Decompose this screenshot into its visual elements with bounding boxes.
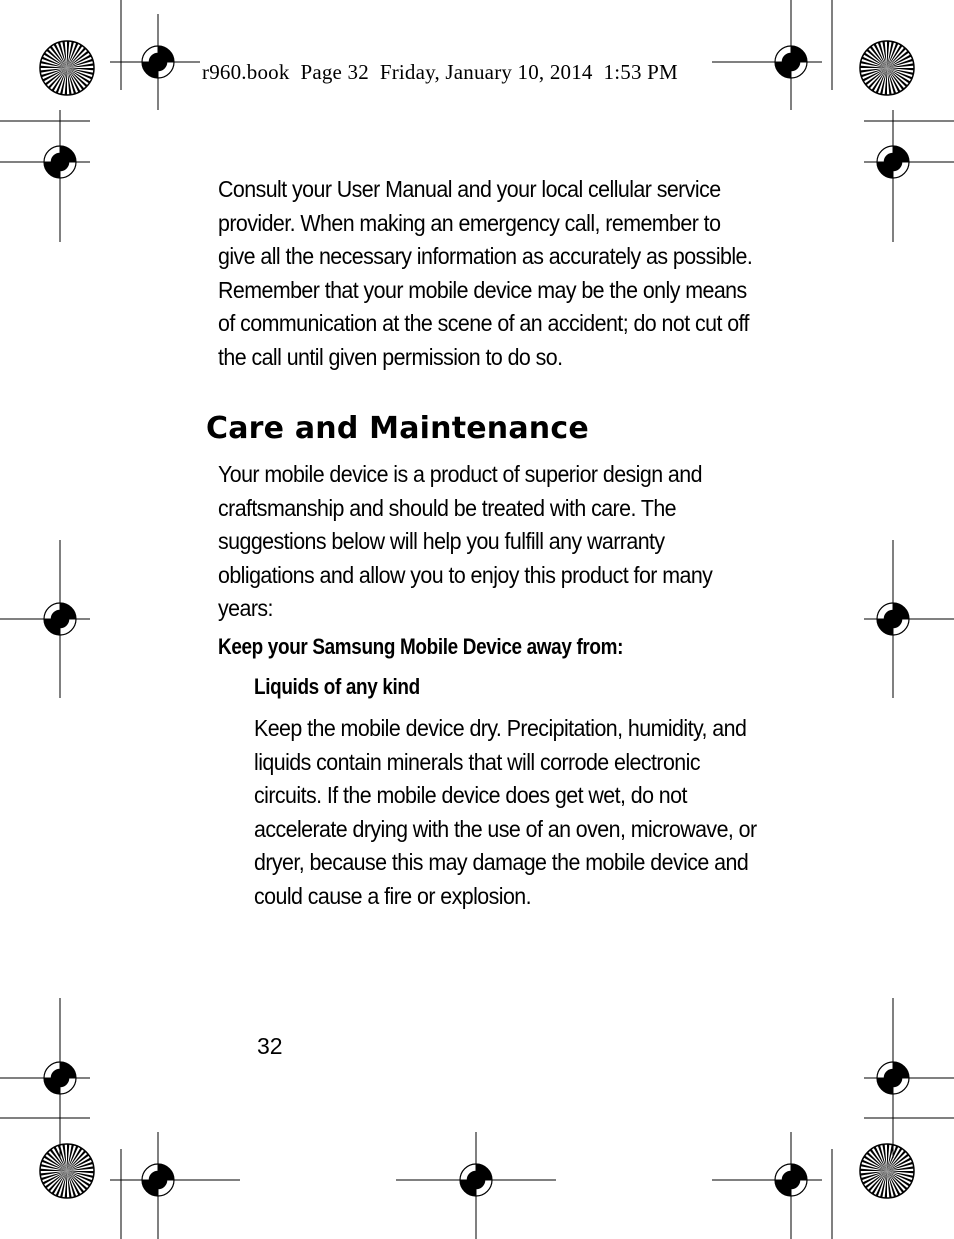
- item-title: Liquids of any kind: [254, 674, 420, 699]
- registration-mark-icon: [44, 603, 76, 635]
- section-heading: Care and Maintenance: [206, 411, 589, 446]
- registration-mark-icon: [44, 1062, 76, 1094]
- print-slug: r960.book Page 32 Friday, January 10, 2014 1:53 PM: [202, 60, 678, 84]
- starburst-mark-icon: [860, 41, 914, 95]
- page-number: 32: [257, 1033, 283, 1059]
- item-body-paragraph: Keep the mobile device dry. Precipitation, humidity, and liquids contain minerals that will corrode electronic circuits. If the mobile device does get wet, do not accelerate drying with the use of an oven, microwave, or dryer, because this may damage the mobile device and could cause a fire or explosion.: [254, 715, 757, 909]
- registration-mark-icon: [877, 146, 909, 178]
- intro-paragraph: Consult your User Manual and your local cellular service provider. When making an emergency call, remember to give all the necessary information as accurately as possible. Remember that your mobile device may be the only means of communication at the scene of an accident; do not cut off the call until given permission to do so.: [218, 176, 753, 370]
- starburst-mark-icon: [40, 1144, 94, 1198]
- starburst-mark-icon: [40, 41, 94, 95]
- registration-mark-icon: [44, 146, 76, 178]
- registration-mark-icon: [142, 46, 174, 78]
- section-intro-paragraph: Your mobile device is a product of superior design and craftsmanship and should be treated with care. The suggestions below will help you fulfill any warranty obligations and allow you to enjoy this product for many years:: [218, 461, 713, 622]
- starburst-mark-icon: [860, 1144, 914, 1198]
- registration-mark-icon: [775, 46, 807, 78]
- subheading: Keep your Samsung Mobile Device away from:: [218, 634, 624, 659]
- registration-mark-icon: [142, 1164, 174, 1196]
- registration-mark-icon: [877, 1062, 909, 1094]
- registration-mark-icon: [877, 603, 909, 635]
- registration-mark-icon: [775, 1164, 807, 1196]
- registration-mark-icon: [460, 1164, 492, 1196]
